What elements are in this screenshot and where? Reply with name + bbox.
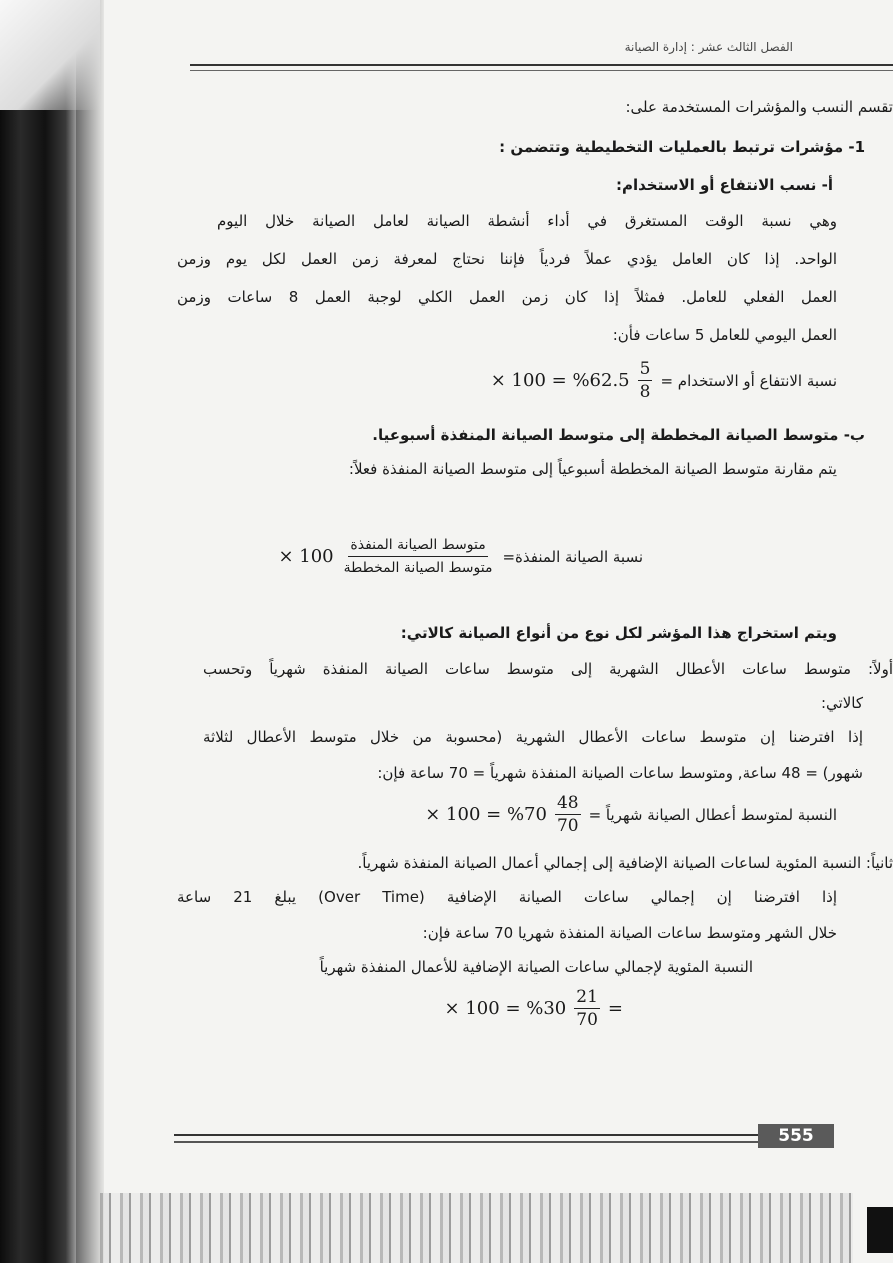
paragraph-a-line-3: العمل الفعلي للعامل. فمثلاً إذا كان زمن العمل الكلي لوجبة العمل 8 ساعات وزمن (177, 288, 837, 306)
page-number: 555 (758, 1124, 834, 1148)
page-curve (76, 0, 104, 1263)
subheading-a: أ- نسب الانتفاع أو الاستخدام: (615, 176, 833, 194)
denominator: متوسط الصيانة المخططة (343, 560, 493, 576)
fraction (555, 792, 581, 837)
formula-executed-maintenance (278, 534, 643, 579)
footer-rule (174, 1134, 778, 1143)
scan-corner-mark (867, 1207, 893, 1253)
scan-noise-bottom (100, 1193, 853, 1263)
fraction (342, 534, 495, 579)
header-rule (190, 64, 893, 71)
second-line-1: ثانياً: النسبة المئوية لساعات الصيانة الإضافية إلى إجمالي أعمال الصيانة المنفذة شهرياً. (357, 854, 893, 872)
subheading-b: ب- متوسط الصيانة المخططة إلى متوسط الصيانة المنفذة أسبوعيا. (372, 426, 865, 444)
paragraph-a-line-2: الواحد. إذا كان العامل يؤدي عملاً فردياً فإننا نحتاج لمعرفة زمن العمل لكل يوم وزمن (177, 250, 837, 268)
paragraph-b: يتم مقارنة متوسط الصيانة المخططة أسبوعياً إلى متوسط الصيانة المنفذة فعلاً: (348, 460, 837, 478)
document-page (104, 0, 893, 1200)
numerator: 48 (556, 793, 579, 813)
formula-breakdown-ratio (425, 792, 837, 837)
numerator: 21 (576, 987, 598, 1007)
paragraph-a-line-4: العمل اليومي للعامل 5 ساعات فأن: (612, 326, 837, 344)
first-line-2: كالاتي: (821, 694, 863, 712)
first-line-1: أولاً: متوسط ساعات الأعطال الشهرية إلى متوسط ساعات الصيانة المنفذة شهرياً وتحسب (203, 660, 893, 678)
numerator: متوسط الصيانة المنفذة (348, 534, 487, 557)
formula-overtime-result: %30 = 100 × (444, 998, 567, 1019)
fraction (574, 986, 600, 1031)
formula-breakdown-result: %70 = 100 × (425, 804, 547, 825)
torn-corner (0, 0, 100, 110)
formula-utilization (491, 358, 837, 403)
first-line-3: إذا افترضنا إن متوسط ساعات الأعطال الشهرية (محسوبة من خلال متوسط الأعطال لثلاثة (203, 728, 863, 746)
second-line-4: النسبة المئوية لإجمالي ساعات الصيانة الإضافية للأعمال المنفذة شهرياً (319, 958, 753, 976)
formula-overtime-ratio (445, 986, 623, 1031)
formula-utilization-label: نسبة الانتفاع أو الاستخدام = (660, 371, 837, 390)
intro-text: تقسم النسب والمؤشرات المستخدمة على: (625, 98, 893, 116)
extract-text: ويتم استخراج هذا المؤشر لكل نوع من أنواع الصيانة كالاتي: (400, 624, 837, 642)
second-line-3: خلال الشهر ومتوسط ساعات الصيانة المنفذة شهريا 70 ساعة فإن: (422, 924, 837, 942)
running-header: الفصل الثالث عشر : إدارة الصيانة (624, 40, 793, 54)
first-line-4: شهور) = 48 ساعة, ومتوسط ساعات الصيانة المنفذة شهرياً = 70 ساعة فإن: (377, 764, 863, 782)
formula-utilization-result: %62.5 = 100 × (490, 370, 630, 391)
denominator: 8 (639, 382, 651, 402)
section-heading-1: 1- مؤشرات ترتبط بالعمليات التخطيطية وتتضمن : (499, 138, 865, 156)
formula-breakdown-label: النسبة لمتوسط أعطال الصيانة شهرياً = (588, 805, 837, 824)
denominator: 70 (556, 816, 579, 836)
paragraph-a-line-1: وهي نسبة الوقت المستغرق في أداء أنشطة الصيانة لعامل الصيانة خلال اليوم (217, 212, 837, 230)
formula-overtime-equals: = (607, 998, 623, 1019)
second-line-2: إذا افترضنا إن إجمالي ساعات الصيانة الإضافية (Over Time) يبلغ 21 ساعة (177, 888, 837, 906)
formula-executed-multiplier: 100 × (278, 546, 334, 567)
numerator: 5 (639, 359, 651, 379)
formula-executed-label: نسبة الصيانة المنفذة= (502, 547, 643, 566)
book-spine-shadow (0, 0, 82, 1263)
denominator: 70 (576, 1010, 598, 1030)
fraction (638, 358, 653, 403)
